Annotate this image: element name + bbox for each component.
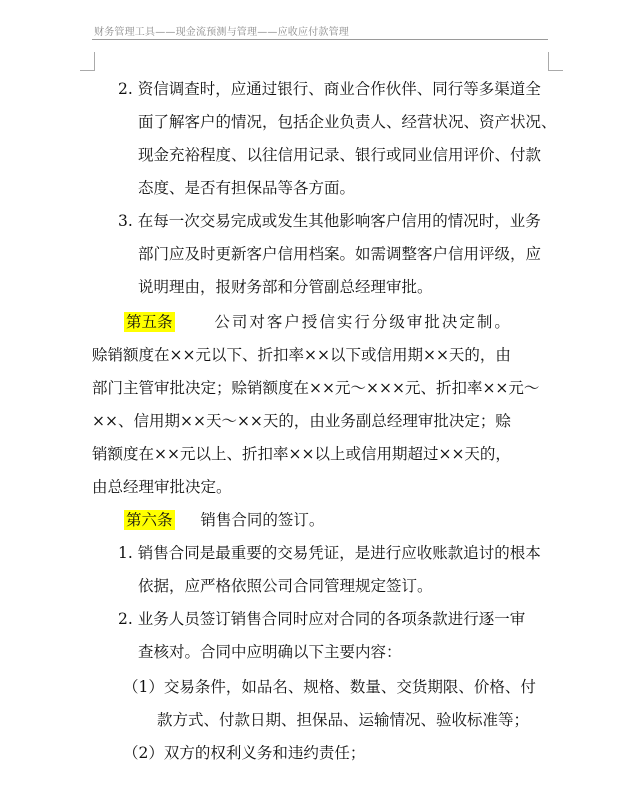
item3-line-1: 3. 在每一次交易完成或发生其他影响客户信用的情况时，业务 (118, 212, 541, 230)
item2-line-1: 2. 资信调查时，应通过银行、商业合作伙伴、同行等多渠道全 (118, 80, 541, 98)
article5-heading: 公司对客户授信实行分级审批决定制。 (214, 313, 512, 331)
item2-line-4: 态度、是否有担保品等各方面。 (138, 179, 356, 197)
article5-line-5: 由总经理审批决定。 (92, 478, 232, 496)
article6-sub1-line-2: 款方式、付款日期、担保品、运输情况、验收标准等； (157, 711, 530, 729)
crop-mark-right (548, 52, 563, 71)
article6-item1-line-1: 1. 销售合同是最重要的交易凭证，是进行应收账款追讨的根本 (118, 544, 541, 562)
article6-item1-line-2: 依据，应严格依照公司合同管理规定签订。 (138, 577, 433, 595)
article6-heading: 销售合同的签订。 (200, 511, 325, 529)
header-rule (92, 39, 548, 40)
item2-line-2: 面了解客户的情况，包括企业负责人、经营状况、资产状况、 (138, 113, 557, 131)
crop-mark-left (80, 52, 95, 71)
article5-line-3: ××、信用期××天～××天的，由业务副总经理审批决定；赊 (92, 412, 511, 430)
item2-line-3: 现金充裕程度、以往信用记录、银行或同业信用评价、付款 (138, 146, 542, 164)
article6-sub1-line-1: （1）交易条件，如品名、规格、数量、交货期限、价格、付 (123, 678, 536, 696)
article5-label: 第五条 (126, 313, 173, 331)
item3-line-2: 部门应及时更新客户信用档案。如需调整客户信用评级，应 (138, 245, 542, 263)
article6-sub2-line-1: （2）双方的权利义务和违约责任； (123, 744, 366, 762)
article5-line-4: 销额度在××元以上、折扣率××以上或信用期超过××天的， (92, 445, 511, 463)
article6-item2-line-2: 查核对。合同中应明确以下主要内容： (138, 643, 402, 661)
article6-label: 第六条 (126, 511, 173, 529)
article5-line-1: 赊销额度在××元以下、折扣率××以下或信用期××天的，由 (92, 346, 511, 364)
item3-line-3: 说明理由，报财务部和分管副总经理审批。 (138, 278, 433, 296)
running-header: 财务管理工具——现金流预测与管理——应收应付款管理 (94, 27, 349, 38)
article5-line-2: 部门主管审批决定；赊销额度在××元～×××元、折扣率××元～ (92, 379, 540, 397)
article6-item2-line-1: 2. 业务人员签订销售合同时应对合同的各项条款进行逐一审 (118, 610, 526, 628)
